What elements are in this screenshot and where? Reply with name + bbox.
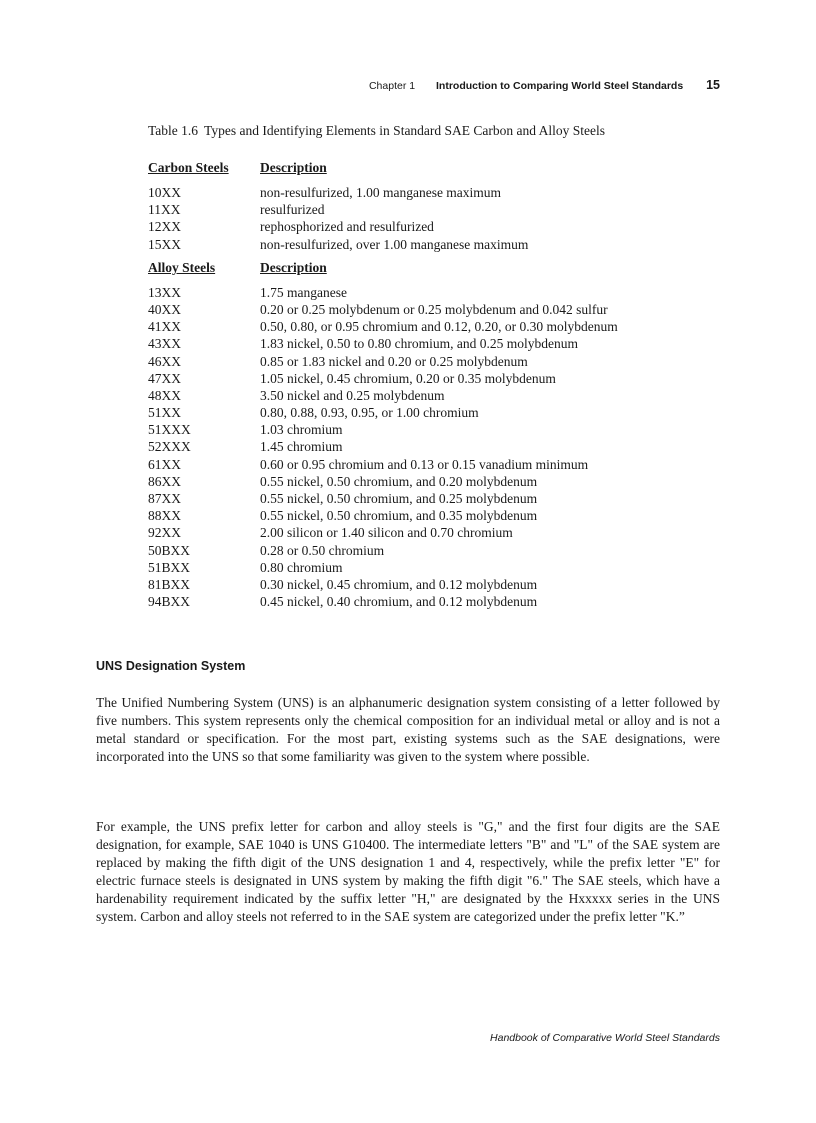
running-footer: Handbook of Comparative World Steel Standards [490,1032,720,1044]
steel-description: 0.80, 0.88, 0.93, 0.95, or 1.00 chromium [260,405,479,421]
table-row [148,438,618,455]
table-row [148,490,618,507]
steel-code: 47XX [148,370,181,386]
table-row [148,524,618,541]
table-row [148,542,618,559]
steel-code: 51BXX [148,559,191,575]
table-row [148,318,618,335]
steel-code: 61XX [148,456,181,472]
steel-code: 94BXX [148,594,191,610]
chapter-label: Chapter 1 [368,80,416,92]
description-header: Description [260,259,327,275]
steel-description: 0.60 or 0.95 chromium and 0.13 or 0.15 vanadium minimum [260,456,589,472]
chapter-title: Introduction to Comparing World Steel Standards [436,80,684,92]
table-row [148,576,618,593]
steel-code: 13XX [148,284,181,300]
alloy-steels-rows [148,284,618,611]
table-caption-text: Types and Identifying Elements in Standard SAE Carbon and Alloy Steels [204,123,606,138]
steel-description: 2.00 silicon or 1.40 silicon and 0.70 chromium [260,525,513,541]
paragraph: For example, the UNS prefix letter for carbon and alloy steels is "G," and the first four digits are the SAE designation, for example, SAE 1040 is UNS G10400. The intermediate letters "B" and "L" of the SAE system are replaced by making the fifth digit of the UNS designation 1 and 4, respectively, while the prefix letter "E" for electric furnace steels is designated in UNS system by making the fifth digit "6." The SAE steels, which have a hardenability requirement indicated by the suffix letter "H," are designated by the Hxxxxx series in the UNS system. Carbon and alloy steels not referred to in the SAE system are categorized under the prefix letter "K.” [96,819,720,925]
table-row [148,370,618,387]
steel-description: non-resulfurized, 1.00 manganese maximum [260,185,502,200]
steel-code: 88XX [148,508,181,524]
steel-description: 0.55 nickel, 0.50 chromium, and 0.20 molybdenum [260,473,538,489]
table-row [148,301,618,318]
steel-description: rephosphorized and resulfurized [260,219,434,235]
carbon-steels-rows [148,184,618,253]
steel-description: 0.28 or 0.50 chromium [260,542,385,558]
running-header [369,78,720,92]
table-row [148,456,618,473]
steel-code: 51XXX [148,422,191,438]
table-row [148,421,618,438]
steel-description: non-resulfurized, over 1.00 manganese maximum [260,236,529,252]
table-row [148,184,618,201]
table-row [148,218,618,235]
description-header: Description [260,160,327,175]
steel-code: 81BXX [148,576,191,592]
steel-code: 43XX [148,336,181,352]
steel-description: 1.75 manganese [260,284,347,300]
steel-code: 87XX [148,491,181,506]
alloy-steels-header-row [148,258,618,278]
steel-code: 11XX [148,202,181,218]
paragraph: The Unified Numbering System (UNS) is an alphanumeric designation system consisting of a letter followed by five numbers. This system represents only the chemical composition for an individual metal or alloy and is not a metal standard or specification. For the most part, existing systems such as the SAE designations, were incorporated into the UNS so that some familiarity was given to the system where possible. [96,695,720,765]
table-row [148,335,618,352]
steel-code: 51XX [148,405,181,421]
table-row [148,404,618,421]
carbon-steels-header-row [148,158,618,178]
steel-description: 0.30 nickel, 0.45 chromium, and 0.12 molybdenum [260,576,538,592]
steel-description: 0.85 or 1.83 nickel and 0.20 or 0.25 molybdenum [260,353,528,369]
steel-description: 0.55 nickel, 0.50 chromium, and 0.25 molybdenum [260,491,538,506]
table-row [148,353,618,370]
table-caption [148,123,605,139]
steel-code: 40XX [148,301,181,317]
carbon-steels-header: Carbon Steels [148,160,229,175]
steel-code: 50BXX [148,542,191,558]
table-caption-number: Table 1.6 [148,123,199,138]
steel-description: 0.50, 0.80, or 0.95 chromium and 0.12, 0.20, or 0.30 molybdenum [260,319,618,335]
alloy-steels-header: Alloy Steels [148,259,216,275]
table-row [148,387,618,404]
steel-description: 3.50 nickel and 0.25 molybdenum [260,387,445,403]
steel-code: 52XXX [148,439,191,455]
steel-code: 15XX [148,236,181,252]
steel-description: 1.45 chromium [260,439,343,455]
steel-description: resulfurized [260,202,325,218]
table-row [148,236,618,253]
table-row [148,201,618,218]
table-row [148,559,618,576]
sae-steels-table [148,158,618,610]
steel-code: 41XX [148,319,181,335]
steel-code: 12XX [148,219,181,235]
steel-code: 48XX [148,387,181,403]
steel-code: 46XX [148,353,181,369]
steel-description: 1.83 nickel, 0.50 to 0.80 chromium, and 0.25 molybdenum [260,336,578,352]
table-row [148,507,618,524]
table-row [148,593,618,610]
steel-code: 10XX [148,185,181,200]
steel-description: 0.45 nickel, 0.40 chromium, and 0.12 molybdenum [260,594,538,610]
table-row [148,473,618,490]
steel-description: 1.03 chromium [260,422,343,438]
steel-description: 0.80 chromium [260,559,343,575]
table-row [148,284,618,301]
steel-description: 1.05 nickel, 0.45 chromium, 0.20 or 0.35 molybdenum [260,370,556,386]
steel-code: 92XX [148,525,181,541]
steel-description: 0.55 nickel, 0.50 chromium, and 0.35 molybdenum [260,508,538,524]
section-heading: UNS Designation System [96,659,246,673]
steel-description: 0.20 or 0.25 molybdenum or 0.25 molybdenum and 0.042 sulfur [260,301,608,317]
page-number: 15 [706,78,720,92]
steel-code: 86XX [148,473,181,489]
